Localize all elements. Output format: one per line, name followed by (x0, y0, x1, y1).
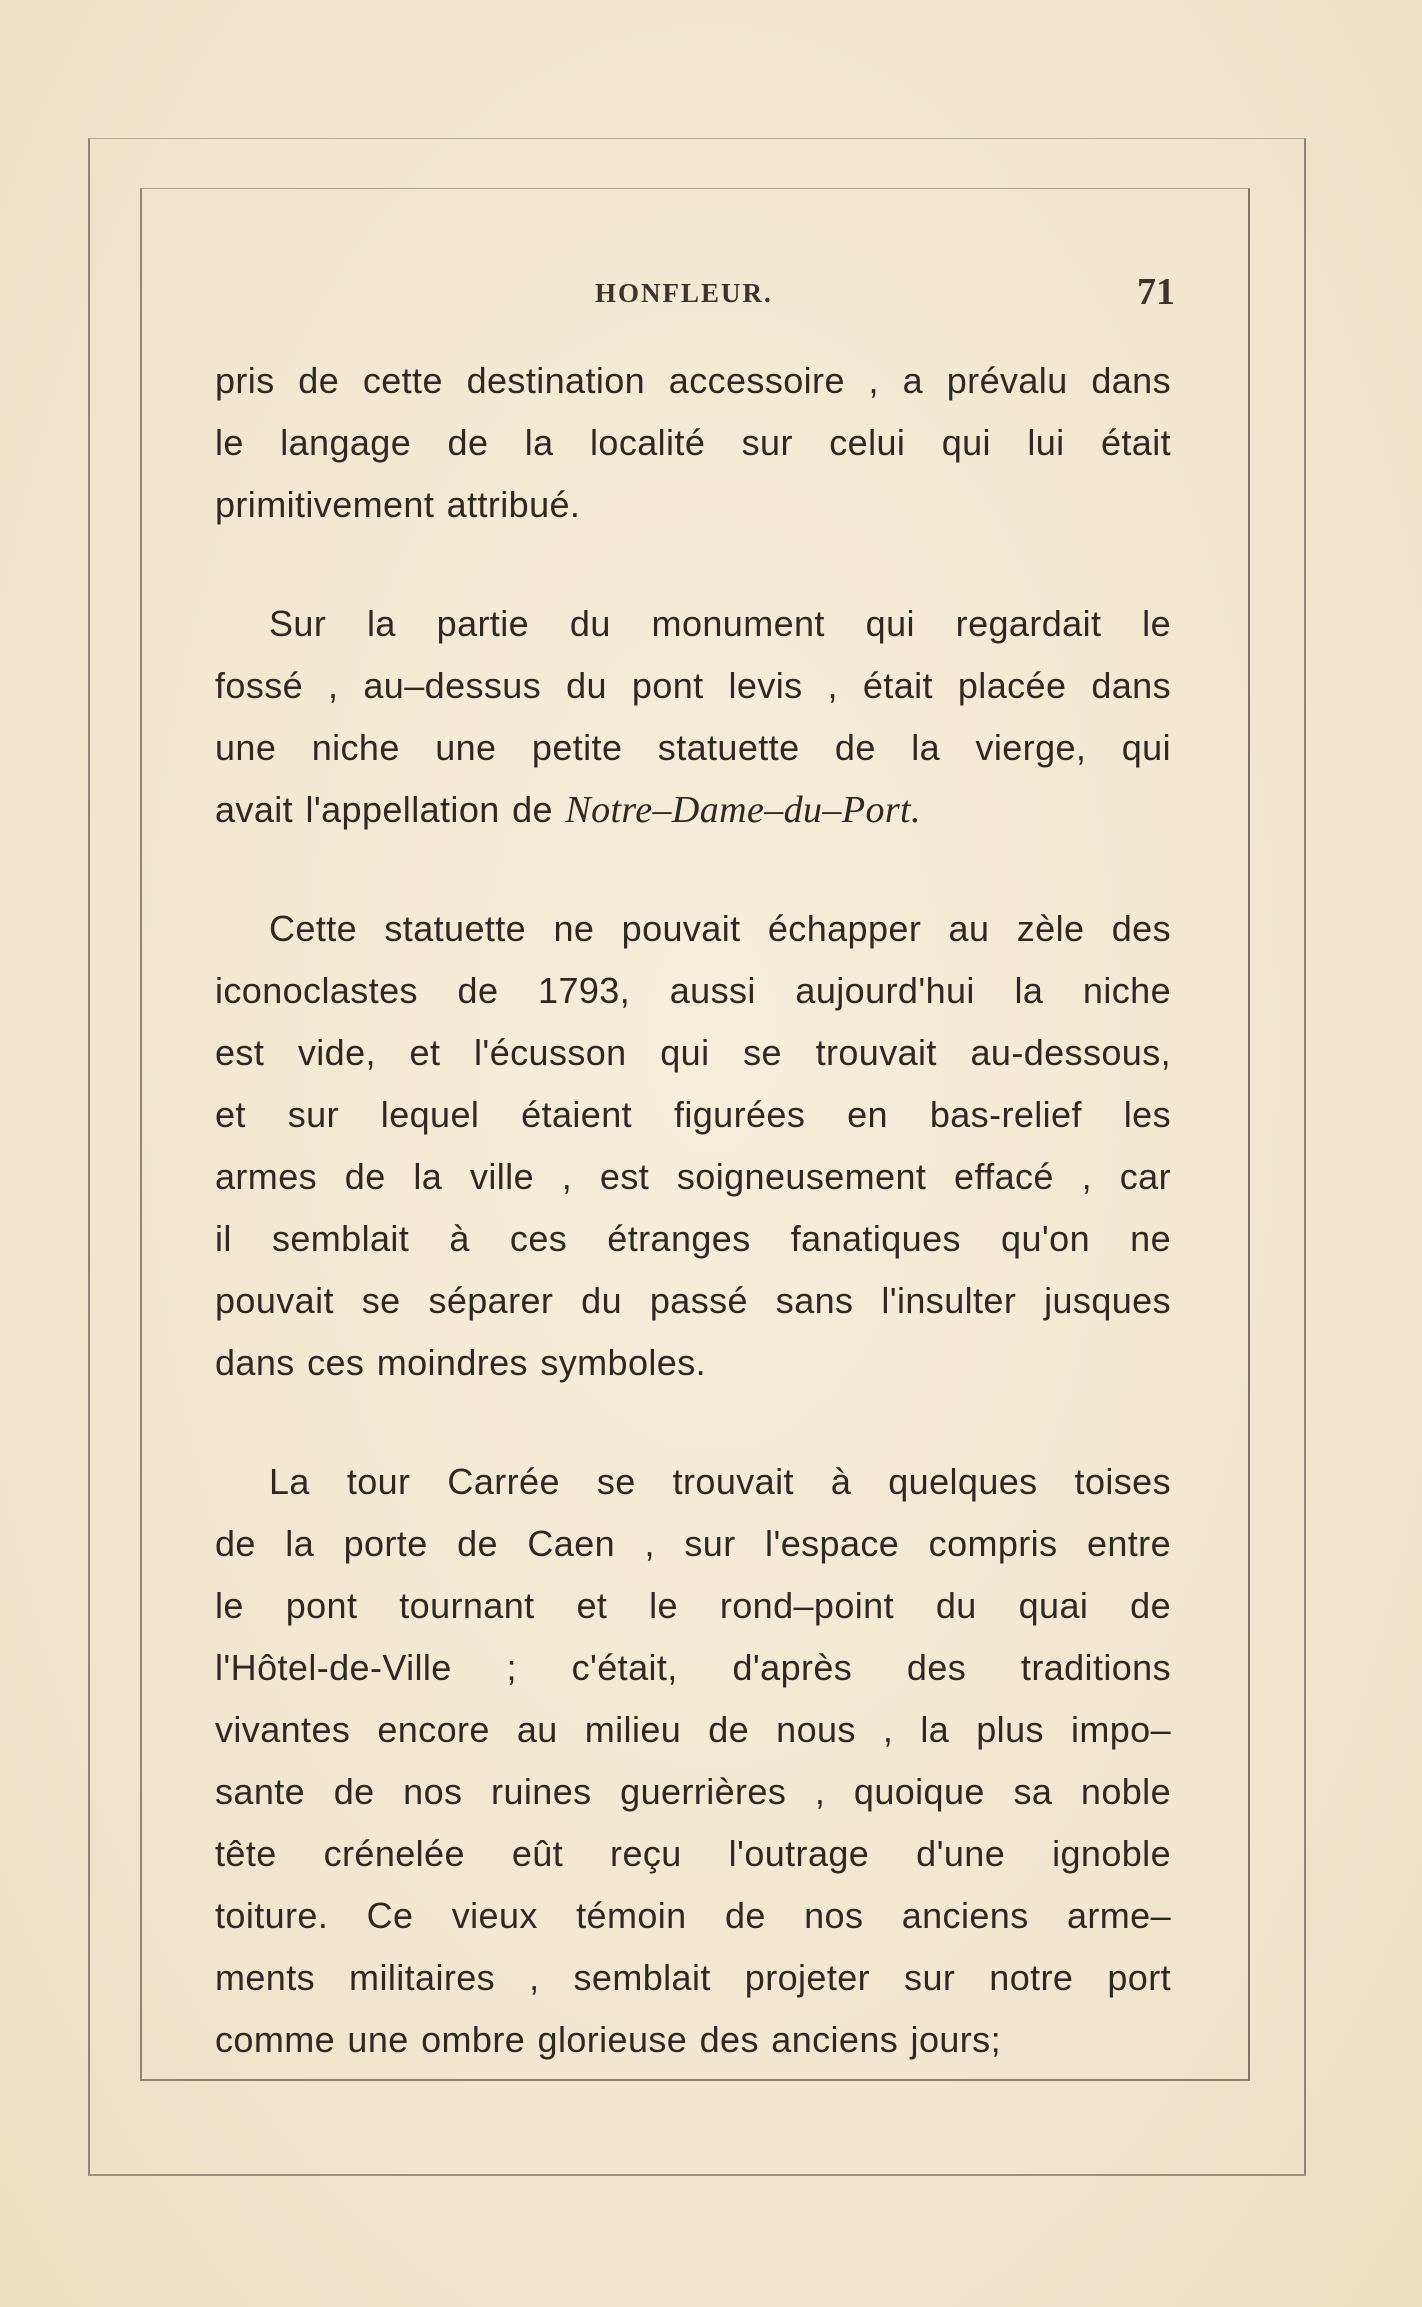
paragraph (215, 898, 1171, 1394)
text-line: une niche une petite statuette de la vierge, qui (215, 727, 1171, 768)
paragraph (215, 350, 1171, 536)
body-text (215, 350, 1171, 2128)
text-line-start: avait l'appellation de (215, 789, 553, 830)
text-line: iconoclastes de 1793, aussi aujourd'hui la niche (215, 970, 1171, 1011)
text-line: et sur lequel étaient figurées en bas-relief les (215, 1094, 1171, 1135)
text-line: primitivement attribué. (215, 484, 581, 525)
text-line: Cette statuette ne pouvait échapper au zèle des (269, 908, 1171, 949)
text-line: sante de nos ruines guerrières , quoique sa noble (215, 1771, 1171, 1812)
text-line: dans ces moindres symboles. (215, 1342, 707, 1383)
italic-place-name: Notre–Dame–du–Port. (565, 789, 921, 831)
text-line: tête crénelée eût reçu l'outrage d'une ignoble (215, 1833, 1171, 1874)
text-line: La tour Carrée se trouvait à quelques toises (269, 1461, 1171, 1502)
text-line: vivantes encore au milieu de nous , la plus impo– (215, 1709, 1171, 1750)
text-line: comme une ombre glorieuse des anciens jours; (215, 2019, 1001, 2060)
text-line: fossé , au–dessus du pont levis , était placée dans (215, 665, 1171, 706)
text-line: il semblait à ces étranges fanatiques qu'on ne (215, 1218, 1171, 1259)
text-line: pouvait se séparer du passé sans l'insulter jusques (215, 1280, 1171, 1321)
paragraph (215, 1451, 1171, 2071)
text-line: armes de la ville , est soigneusement effacé , car (215, 1156, 1171, 1197)
page-number: 71 (1137, 271, 1175, 313)
text-line: de la porte de Caen , sur l'espace compris entre (215, 1523, 1171, 1564)
text-line: l'Hôtel-de-Ville ; c'était, d'après des traditions (215, 1647, 1171, 1688)
page-header (215, 268, 1175, 318)
running-head: HONFLEUR. (595, 278, 773, 308)
text-line: toiture. Ce vieux témoin de nos anciens arme– (215, 1895, 1171, 1936)
paragraph (215, 593, 1171, 841)
text-line: ments militaires , semblait projeter sur notre port (215, 1957, 1171, 1998)
text-line: le pont tournant et le rond–point du quai de (215, 1585, 1171, 1626)
text-line: est vide, et l'écusson qui se trouvait au-dessous, (215, 1032, 1171, 1073)
text-line: pris de cette destination accessoire , a prévalu dans (215, 360, 1171, 401)
text-line: le langage de la localité sur celui qui lui était (215, 422, 1171, 463)
text-line-with-italic (215, 779, 1171, 841)
text-line: Sur la partie du monument qui regardait le (269, 603, 1171, 644)
